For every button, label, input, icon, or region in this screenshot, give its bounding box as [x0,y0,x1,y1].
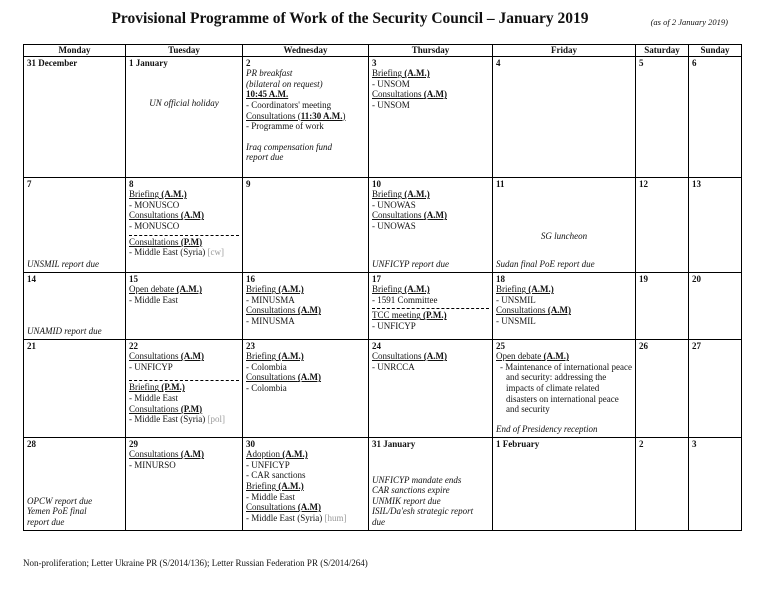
day-number: 10 [372,178,381,189]
day-cell [689,437,742,530]
event-item: - Middle East [129,294,178,305]
day-cell [243,177,369,272]
day-cell [369,56,493,177]
day-cell [24,437,126,530]
event-item: - UNOWAS [372,199,416,210]
day-number: 31 January [372,438,416,449]
day-number: 21 [27,340,36,351]
day-cell [689,56,742,177]
day-cell [24,339,126,437]
day-number: 28 [27,438,36,449]
day-number: 2 [639,438,644,449]
week-row [24,177,742,272]
event-item: - MINURSO [129,459,176,470]
event-item: - MINUSMA [246,315,295,326]
day-cell [636,339,689,437]
header-monday: Monday [24,45,126,57]
event-item: - Middle East (Syria) [hum] [246,512,347,523]
event-note: (bilateral on request) [246,78,323,89]
day-cell [636,272,689,339]
day-number: 8 [129,178,134,189]
event-item: - Middle East [246,491,295,502]
event-item: - UNOWAS [372,220,416,231]
day-number: 5 [639,57,644,68]
day-number: 24 [372,340,381,351]
footnote: Non-proliferation; Letter Ukraine PR (S/2014/136); Letter Russian Federation PR (S/2014/264) [23,558,368,568]
event-item: - MONUSCO [129,199,180,210]
event-heading: Consultations (A.M) [129,210,205,221]
event-heading: Briefing (A.M.) [246,351,304,362]
day-cell [493,339,636,437]
day-number: 18 [496,273,505,284]
day-number: 6 [692,57,697,68]
day-cell [24,177,126,272]
report-note-group [372,475,489,528]
event-heading: Briefing (P.M.) [129,382,185,393]
event-item: - UNFICYP [129,361,173,372]
day-number: 3 [692,438,697,449]
day-cell [369,437,493,530]
day-cell [243,272,369,339]
holiday-note: UN official holiday [149,98,219,109]
report-note: Yemen PoE final [27,506,87,517]
event-heading: Briefing (A.M.) [246,284,304,295]
event-heading: Adoption (A.M.) [246,449,308,460]
day-cell [493,56,636,177]
day-number: 30 [246,438,255,449]
day-cell [493,437,636,530]
event-item: - UNFICYP [372,320,416,331]
event-heading: Consultations (A.M) [372,89,448,100]
header-sunday: Sunday [689,45,742,57]
report-note: CAR sanctions expire [372,485,450,496]
day-cell [689,339,742,437]
event-heading: Consultations (A.M) [372,351,448,362]
day-cell [24,272,126,339]
report-note: UNMIK report due [372,495,441,506]
event-item: - Programme of work [246,121,324,132]
day-cell [24,56,126,177]
day-cell [636,177,689,272]
day-cell [689,177,742,272]
event-title: PR breakfast [246,68,293,79]
event-separator [129,235,239,258]
day-cell [493,272,636,339]
day-cell [243,339,369,437]
day-number: 22 [129,340,138,351]
event-heading: Consultations (P.M) [129,236,203,247]
report-note: UNFICYP report due [372,259,450,269]
report-note: report due [27,517,65,527]
day-number: 7 [27,178,32,189]
event-heading: Open debate (A.M.) [129,284,202,295]
event-heading: Briefing (A.M.) [496,284,554,295]
day-number: 14 [27,273,36,284]
event-heading: Briefing (A.M.) [129,189,187,200]
event-item: - Middle East (Syria) [pol] [129,414,225,425]
weekday-header-row [24,45,742,57]
event-item: - UNRCCA [372,361,415,372]
event-heading: Consultations (A.M) [496,305,572,316]
header-saturday: Saturday [636,45,689,57]
day-cell [493,177,636,272]
event-item: - CAR sanctions [246,470,306,481]
day-number: 29 [129,438,138,449]
day-number: 15 [129,273,138,284]
report-note: UNFICYP mandate ends [372,474,462,485]
day-number: 1 February [496,438,540,449]
week-row [24,437,742,530]
event-item: - Middle East [129,392,178,403]
day-cell [636,437,689,530]
event-heading: Consultations (A.M) [129,351,205,362]
event-item: - Middle East (Syria) [cw] [129,247,224,258]
event-separator [372,308,489,331]
day-number: 16 [246,273,255,284]
day-number: 31 December [27,57,78,68]
event-heading: Briefing (A.M.) [372,284,430,295]
report-note: OPCW report due [27,495,93,506]
week-row [24,339,742,437]
event-heading: Briefing (A.M.) [372,189,430,200]
day-number: 2 [246,57,251,68]
report-note: ISIL/Da'esh strategic report [372,506,474,517]
day-number: 11 [496,178,505,189]
event-heading: Consultations (P.M) [129,403,203,414]
day-number: 4 [496,57,501,68]
day-number: 13 [692,178,701,189]
event-item: - UNSOM [372,78,410,89]
report-note: Sudan final PoE report due [496,259,595,269]
day-number: 12 [639,178,648,189]
event-heading: Consultations (A.M) [372,210,448,221]
report-note: due [372,517,385,527]
event-heading: Consultations (11:30 A.M.) [246,110,346,121]
day-cell [126,272,243,339]
day-number: 17 [372,273,381,284]
event-item: - UNSOM [372,99,410,110]
header-wednesday: Wednesday [243,45,369,57]
event-item: - Colombia [246,361,287,372]
day-cell [126,56,243,177]
week-row [24,272,742,339]
event-heading: Briefing (A.M.) [372,68,430,79]
event-note: End of Presidency reception [496,424,598,434]
day-number: 20 [692,273,701,284]
report-note-group [27,496,122,528]
event-item: - MONUSCO [129,220,180,231]
day-cell [243,56,369,177]
day-number: 3 [372,57,377,68]
day-number: 9 [246,178,251,189]
event-item: - UNSMIL [496,315,536,326]
day-number: 19 [639,273,648,284]
day-cell [636,56,689,177]
event-item: - 1591 Committee [372,294,438,305]
header-thursday: Thursday [369,45,493,57]
day-cell [369,177,493,272]
day-number: 1 January [129,57,168,68]
day-number: 26 [639,340,648,351]
day-cell [126,177,243,272]
header-tuesday: Tuesday [126,45,243,57]
report-note: Iraq compensation fund [246,141,332,152]
week-row [24,56,742,177]
event-heading: TCC meeting (P.M.) [372,310,447,321]
event-item: - MINUSMA [246,294,295,305]
report-note: report due [246,152,284,163]
event-heading: Open debate (A.M.) [496,351,569,362]
day-number: 23 [246,340,255,351]
report-note: UNAMID report due [27,326,102,336]
event-heading: Consultations (A.M) [246,305,322,316]
as-of-date: (as of 2 January 2019) [650,17,728,27]
header-friday: Friday [493,45,636,57]
day-cell [689,272,742,339]
event-item: - Maintenance of international peace and security: addressing the impacts of climate related disasters on international peace and security [500,361,632,415]
event-heading: Briefing (A.M.) [246,480,304,491]
day-cell [369,339,493,437]
event-separator [129,380,239,424]
event-note: SG luncheon [540,231,588,242]
event-heading: Consultations (A.M) [129,449,205,460]
event-item: - UNFICYP [246,459,290,470]
event-heading: Consultations (A.M) [246,372,322,383]
event-item: - Coordinators' meeting [246,99,332,110]
event-time: 10:45 A.M. [246,89,289,100]
day-cell [126,437,243,530]
event-item: - Colombia [246,382,287,393]
day-cell [126,339,243,437]
day-number: 25 [496,340,505,351]
day-cell [369,272,493,339]
calendar-table [23,44,742,531]
report-note: UNSMIL report due [27,259,99,269]
event-heading: Consultations (A.M) [246,502,322,513]
day-cell [243,437,369,530]
event-item: - UNSMIL [496,294,536,305]
page-title: Provisional Programme of Work of the Security Council – January 2019 [111,10,589,27]
day-number: 27 [692,340,701,351]
